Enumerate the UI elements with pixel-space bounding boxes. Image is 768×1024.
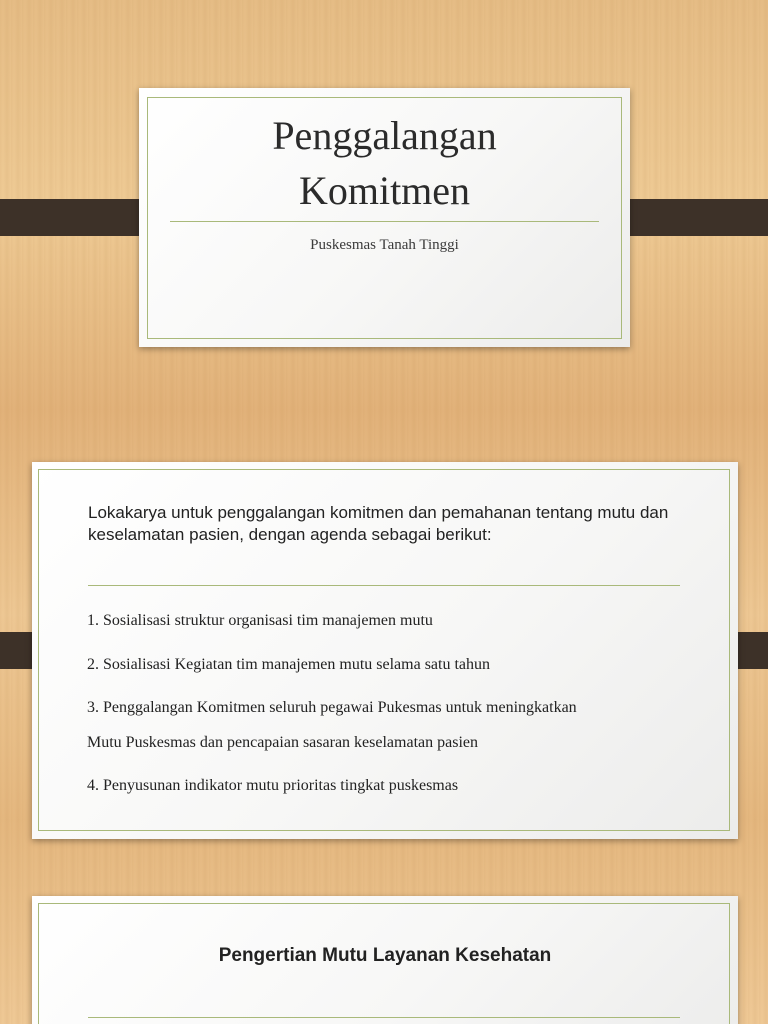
- slide-3-divider: [88, 1017, 680, 1018]
- slide-2[interactable]: [32, 462, 738, 839]
- slide-1-subtitle: Puskesmas Tanah Tinggi: [310, 237, 459, 253]
- agenda-item-3: 3. Penggalangan Komitmen seluruh pegawai Pukesmas untuk meningkatkan: [87, 699, 577, 716]
- agenda-item-2: 2. Sosialisasi Kegiatan tim manajemen mutu selama satu tahun: [87, 656, 491, 673]
- slide-3[interactable]: [32, 896, 738, 1024]
- slide-1-divider: [170, 221, 599, 222]
- agenda-item-3-continued: Mutu Puskesmas dan pencapaian sasaran keselamatan pasien: [87, 734, 478, 751]
- decor-band-left-1: [0, 199, 155, 236]
- slide-2-divider: [88, 585, 680, 586]
- agenda-item-4: 4. Penyusunan indikator mutu prioritas tingkat puskesmas: [87, 777, 459, 794]
- slide-1[interactable]: [139, 88, 630, 347]
- slide-1-title-line2: Komitmen: [298, 168, 471, 213]
- agenda-item-1: 1. Sosialisasi struktur organisasi tim manajemen mutu: [87, 612, 433, 629]
- slide-3-title: Pengertian Mutu Layanan Kesehatan: [218, 945, 552, 966]
- slide-1-title-line1: Penggalangan: [272, 113, 497, 158]
- decor-band-right-1: [613, 199, 768, 236]
- slide-2-intro: Lokakarya untuk penggalangan komitmen dan pemahanan tentang mutu dan keselamatan pasien, dengan agenda sebagai berikut:: [88, 503, 669, 544]
